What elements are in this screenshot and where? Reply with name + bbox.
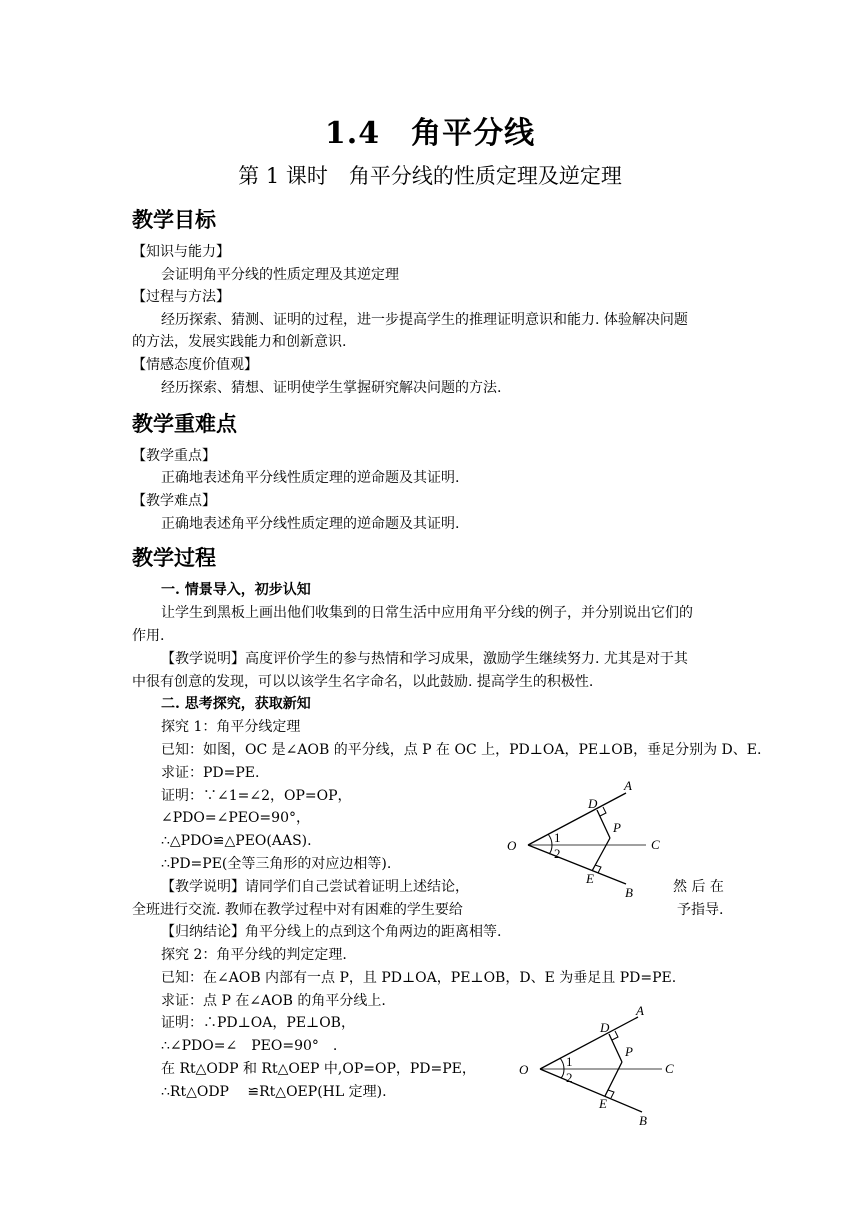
explore2-proof-1: 证明：∴PD⊥OA，PE⊥OB， bbox=[161, 1015, 355, 1031]
label-p: P bbox=[613, 820, 621, 835]
angle-bisector-figure-1 bbox=[500, 772, 680, 904]
label-o: O bbox=[507, 838, 517, 853]
label-angle-2: 2 bbox=[566, 1070, 573, 1085]
text-process-method-2: 的方法，发展实践能力和创新意识. bbox=[132, 334, 347, 350]
label-b: B bbox=[639, 1113, 647, 1128]
explore2-title: 探究 2：角平分线的判定定理. bbox=[161, 947, 347, 963]
label-d: D bbox=[600, 1020, 610, 1035]
explore1-proof-2: ∠PDO=∠PEO=90°， bbox=[161, 810, 310, 826]
explore2-given: 已知：在∠AOB 内部有一点 P，且 PD⊥OA，PE⊥OB，D、E 为垂足且 PD=PE. bbox=[161, 970, 677, 986]
explore1-note-2b: 予指导. bbox=[677, 902, 724, 918]
segment-pe bbox=[592, 838, 610, 871]
page-title: 1.4 角平分线 bbox=[324, 116, 536, 151]
text-knowledge: 会证明角平分线的性质定理及其逆定理 bbox=[161, 267, 399, 283]
right-angle-e bbox=[608, 1090, 614, 1098]
text-difficulty: 正确地表述角平分线性质定理的逆命题及其证明. bbox=[161, 516, 460, 532]
explore1-summary: 【归纳结论】角平分线上的点到这个角两边的距离相等. bbox=[161, 924, 502, 940]
heading-goals: 教学目标 bbox=[132, 207, 216, 232]
label-angle-2: 2 bbox=[554, 846, 561, 861]
step1-note-2: 中很有创意的发现，可以以该学生名字命名，以此鼓励. 提高学生的积极性. bbox=[132, 674, 594, 690]
explore1-proof-4: ∴PD=PE(全等三角形的对应边相等). bbox=[161, 856, 392, 872]
right-angle-d bbox=[612, 1031, 618, 1040]
right-angle-d bbox=[600, 807, 606, 816]
step1-para-2: 作用. bbox=[132, 628, 165, 644]
explore1-proof-1: 证明：∵∠1=∠2，OP=OP， bbox=[161, 788, 352, 804]
step1-title: 一. 情景导入，初步认知 bbox=[161, 582, 311, 598]
angle-arc-1 bbox=[560, 1058, 564, 1069]
label-c: C bbox=[665, 1061, 674, 1076]
label-process-method: 【过程与方法】 bbox=[132, 289, 230, 305]
ray-oa bbox=[528, 793, 626, 845]
label-focus: 【教学重点】 bbox=[132, 448, 216, 464]
segment-pe bbox=[605, 1062, 622, 1096]
label-e: E bbox=[599, 1096, 607, 1111]
explore2-proof-3: 在 Rt△ODP 和 Rt△OEP 中,OP=OP，PD=PE， bbox=[161, 1061, 476, 1077]
heading-keypoints: 教学重难点 bbox=[132, 411, 237, 436]
label-c: C bbox=[651, 837, 660, 852]
label-angle-1: 1 bbox=[566, 1054, 573, 1069]
explore1-note-1b: 然 后 在 bbox=[673, 879, 724, 895]
explore2-prove: 求证：点 P 在∠AOB 的角平分线上. bbox=[161, 993, 386, 1009]
ray-ob bbox=[528, 845, 626, 884]
label-a: A bbox=[624, 778, 632, 793]
label-d: D bbox=[588, 796, 598, 811]
label-a: A bbox=[636, 1003, 644, 1018]
explore1-title: 探究 1：角平分线定理 bbox=[161, 719, 301, 735]
angle-arc-2 bbox=[549, 845, 552, 854]
angle-bisector-figure-2 bbox=[512, 1000, 692, 1132]
step1-note-1: 【教学说明】高度评价学生的参与热情和学习成果，激励学生继续努力. 尤其是对于其 bbox=[161, 651, 688, 667]
lesson-subtitle: 第 1 课时 角平分线的性质定理及逆定理 bbox=[238, 164, 622, 188]
text-focus: 正确地表述角平分线性质定理的逆命题及其证明. bbox=[161, 470, 460, 486]
explore2-proof-2: ∴∠PDO=∠ PEO=90° . bbox=[161, 1038, 338, 1054]
ray-ob bbox=[540, 1069, 642, 1112]
label-p: P bbox=[625, 1044, 633, 1059]
label-o: O bbox=[519, 1062, 529, 1077]
explore1-note-1a: 【教学说明】请同学们自己尝试着证明上述结论， bbox=[161, 879, 469, 895]
ray-oa bbox=[540, 1017, 638, 1069]
step1-para-1: 让学生到黑板上画出他们收集到的日常生活中应用角平分线的例子，并分别说出它们的 bbox=[161, 605, 693, 621]
label-b: B bbox=[625, 885, 633, 900]
angle-arc-1 bbox=[548, 834, 552, 845]
label-difficulty: 【教学难点】 bbox=[132, 493, 216, 509]
label-emotion: 【情感态度价值观】 bbox=[132, 357, 258, 373]
explore2-proof-4: ∴Rt△ODP ≌Rt△OEP(HL 定理). bbox=[161, 1084, 387, 1100]
explore1-proof-3: ∴△PDO≌△PEO(AAS). bbox=[161, 833, 312, 849]
label-angle-1: 1 bbox=[554, 830, 561, 845]
angle-arc-2 bbox=[561, 1069, 564, 1078]
explore1-prove: 求证：PD=PE. bbox=[161, 765, 260, 781]
explore1-given: 已知：如图，OC 是∠AOB 的平分线，点 P 在 OC 上，PD⊥OA，PE⊥OB，垂足分别为 D、E. bbox=[161, 742, 762, 758]
text-emotion: 经历探索、猜想、证明使学生掌握研究解决问题的方法. bbox=[161, 380, 502, 396]
label-knowledge: 【知识与能力】 bbox=[132, 244, 230, 260]
label-e: E bbox=[586, 871, 594, 886]
heading-process: 教学过程 bbox=[132, 545, 216, 570]
step2-title: 二. 思考探究，获取新知 bbox=[161, 696, 311, 712]
text-process-method-1: 经历探索、猜测、证明的过程，进一步提高学生的推理证明意识和能力. 体验解决问题 bbox=[161, 312, 688, 328]
explore1-note-2a: 全班进行交流. 教师在教学过程中对有困难的学生要给 bbox=[132, 902, 463, 918]
